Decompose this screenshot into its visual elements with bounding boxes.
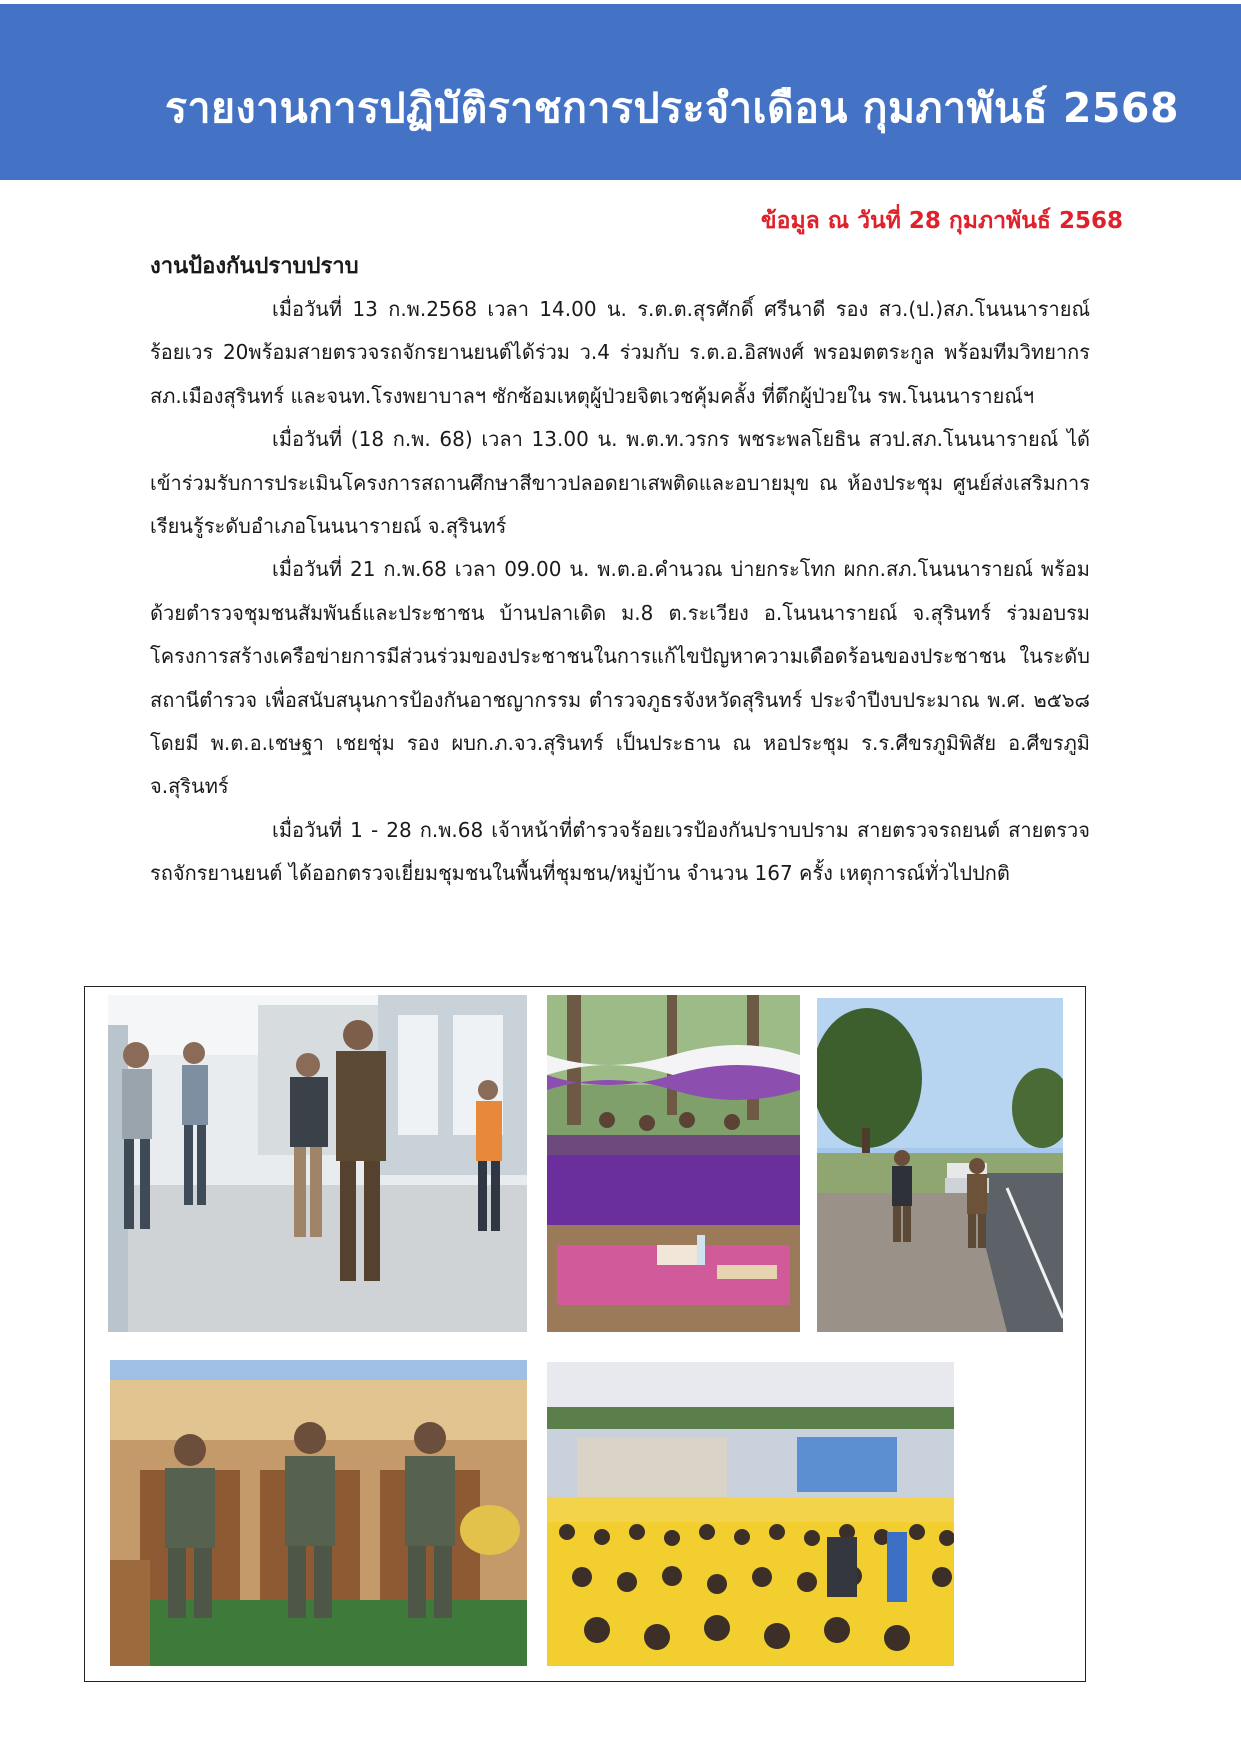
- evaluation-meeting-photo: [547, 995, 800, 1332]
- officers-seated-photo: [110, 1360, 527, 1666]
- report-body: [150, 288, 1090, 896]
- header-band: [0, 4, 1241, 180]
- roadside-patrol-photo: [817, 998, 1063, 1332]
- paragraph-feb13: เมื่อวันที่ 13 ก.พ.2568 เวลา 14.00 น. ร.ต.ต.สุรศักดิ์ ศรีนาดี รอง สว.(ป.)สภ.โนนนารายณ์ ร้อยเวร 20พร้อมสายตรวจรถจักรยานยนต์ได้ร่วม ว.4 ร่วมกับ ร.ต.อ.อิสพงศ์ พรอมตตระกูล พร้อมทีมวิทยากร สภ.เมืองสุรินทร์ และจนท.โรงพยาบาลฯ ซักซ้อมเหตุผู้ป่วยจิตเวชคุ้มคลั้ง ที่ตึกผู้ป่วยใน รพ.โนนนารายณ์ฯ: [150, 297, 1090, 408]
- date-note: ข้อมูล ณ วันที่ 28 กุมภาพันธ์ 2568: [760, 208, 1123, 234]
- paragraph-feb18: เมื่อวันที่ (18 ก.พ. 68) เวลา 13.00 น. พ.ต.ท.วรกร พชระพลโยธิน สวป.สภ.โนนนารายณ์ ได้เข้าร่วมรับการประเมินโครงการสถานศึกษาสีขาวปลอดยาเสพติดและอบายมุข ณ ห้องประชุม ศูนย์ส่งเสริมการเรียนรู้ระดับอำเภอโนนนารายณ์ จ.สุรินทร์: [150, 427, 1090, 539]
- paragraph-feb21: เมื่อวันที่ 21 ก.พ.68 เวลา 09.00 น. พ.ต.อ.คำนวณ บ่ายกระโทก ผกก.สภ.โนนนารายณ์ พร้อมด้วยตำรวจชุมชนสัมพันธ์และประชาชน บ้านปลาเดิด ม.8 ต.ระเวียง อ.โนนนารายณ์ จ.สุรินทร์ ร่วมอบรมโครงการสร้างเครือข่ายการมีส่วนร่วมของประชาชนในการแก้ไขปัญหาความเดือดร้อนของประชาชน ในระดับสถานีตำรวจ เพื่อสนับสนุนการป้องกันอาชญากรรม ตำรวจภูธรจังหวัดสุรินทร์ ประจำปีงบประมาณ พ.ศ. ๒๕๖๘ โดยมี พ.ต.อ.เชษฐา เชยชุ่ม รอง ผบก.ภ.จว.สุรินทร์ เป็นประธาน ณ หอประชุม ร.ร.ศีขรภูมิพิสัย อ.ศีขรภูมิ จ.สุรินทร์: [150, 557, 1090, 799]
- hospital-drill-photo: [108, 995, 527, 1332]
- page-title: รายงานการปฏิบัติราชการประจำเดือน กุมภาพันธ์ 2568: [165, 84, 1179, 132]
- section-heading: งานป้องกันปราบปราบ: [150, 254, 359, 279]
- auditorium-training-photo: [547, 1362, 954, 1666]
- paragraph-feb-patrol: เมื่อวันที่ 1 - 28 ก.พ.68 เจ้าหน้าที่ตำรวจร้อยเวรป้องกันปราบปราม สายตรวจรถยนต์ สายตรวจรถจักรยานยนต์ ได้ออกตรวจเยี่ยมชุมชนในพื้นที่ชุมชน/หมู่บ้าน จำนวน 167 ครั้ง เหตุการณ์ทั่วไปปกติ: [150, 817, 1090, 886]
